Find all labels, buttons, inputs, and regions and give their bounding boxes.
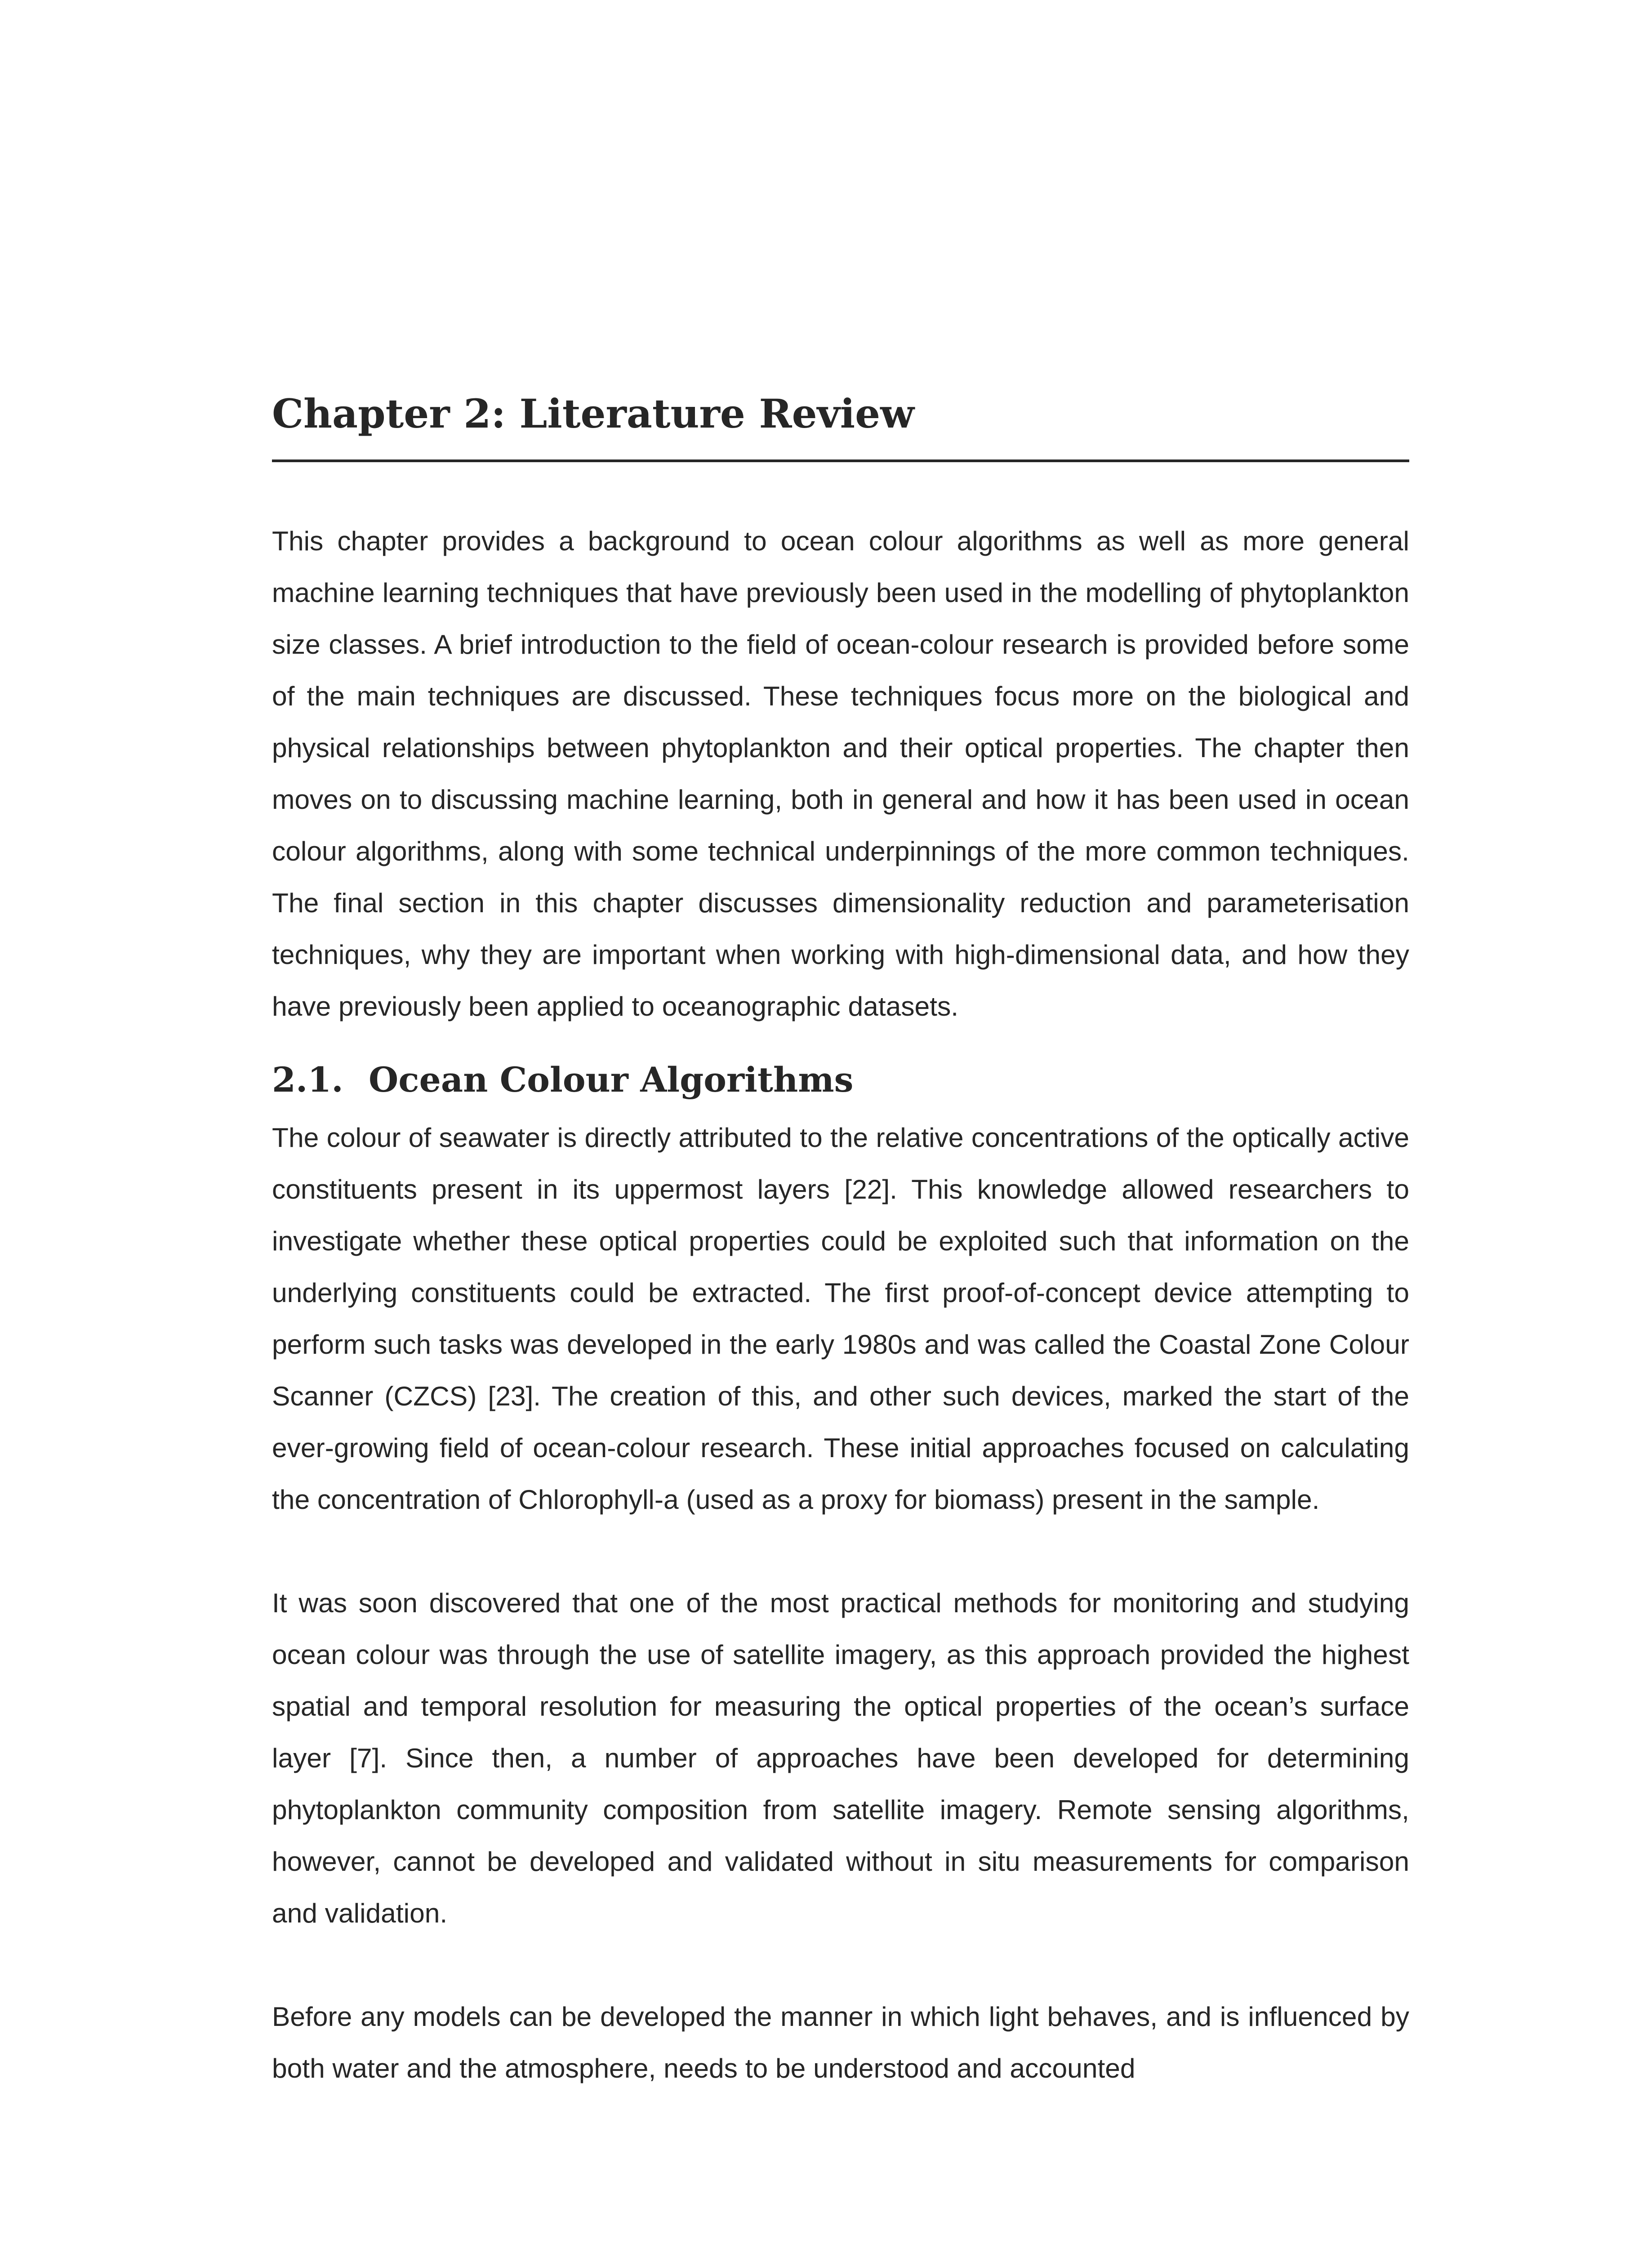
page-content bbox=[272, 387, 1409, 2094]
section-paragraph-1: The colour of seawater is directly attributed to the relative concentrations of the optically active constituents present in its uppermost layers [22]. This knowledge allowed researchers to investigate whether these optical properties could be exploited such that information on the underlying constituents could be extracted. The first proof-of-concept device attempting to perform such tasks was developed in the early 1980s and was called the Coastal Zone Colour Scanner (CZCS) [23]. The creation of this, and other such devices, marked the start of the ever-growing field of ocean-colour research. These initial approaches focused on calculating the concentration of Chlorophyll-a (used as a proxy for biomass) present in the sample. bbox=[272, 1122, 1409, 1515]
section-paragraph-3: Before any models can be developed the manner in which light behaves, and is influenced by both water and the atmosphere, needs to be understood and accounted bbox=[272, 2001, 1409, 2083]
intro-paragraph: This chapter provides a background to ocean colour algorithms as well as more general machine learning techniques that have previously been used in the modelling of phytoplankton size classes. A brief introduction to the field of ocean-colour research is provided before some of the main techniques are discussed. These techniques focus more on the biological and physical relationships between phytoplankton and their optical properties. The chapter then moves on to discussing machine learning, both in general and how it has been used in ocean colour algorithms, along with some technical underpinnings of the more common techniques. The final section in this chapter discusses dimensionality reduction and parameterisation techniques, why they are important when working with high-dimensional data, and how they have previously been applied to oceanographic datasets. bbox=[272, 526, 1409, 1021]
section-title: Ocean Colour Algorithms bbox=[369, 1060, 854, 1100]
section-paragraph-2: It was soon discovered that one of the most practical methods for monitoring and studying ocean colour was through the use of satellite imagery, as this approach provided the highest spatial and temporal resolution for measuring the optical properties of the ocean’s surface layer [7]. Since then, a number of approaches have been developed for determining phytoplankton community composition from satellite imagery. Remote sensing algorithms, however, cannot be developed and validated without in situ measurements for comparison and validation. bbox=[272, 1588, 1409, 1928]
section-number: 2.1. bbox=[272, 1060, 343, 1100]
chapter-title: Chapter 2: Literature Review bbox=[272, 390, 914, 437]
title-divider bbox=[272, 459, 1409, 462]
section-heading bbox=[272, 1054, 1409, 1106]
